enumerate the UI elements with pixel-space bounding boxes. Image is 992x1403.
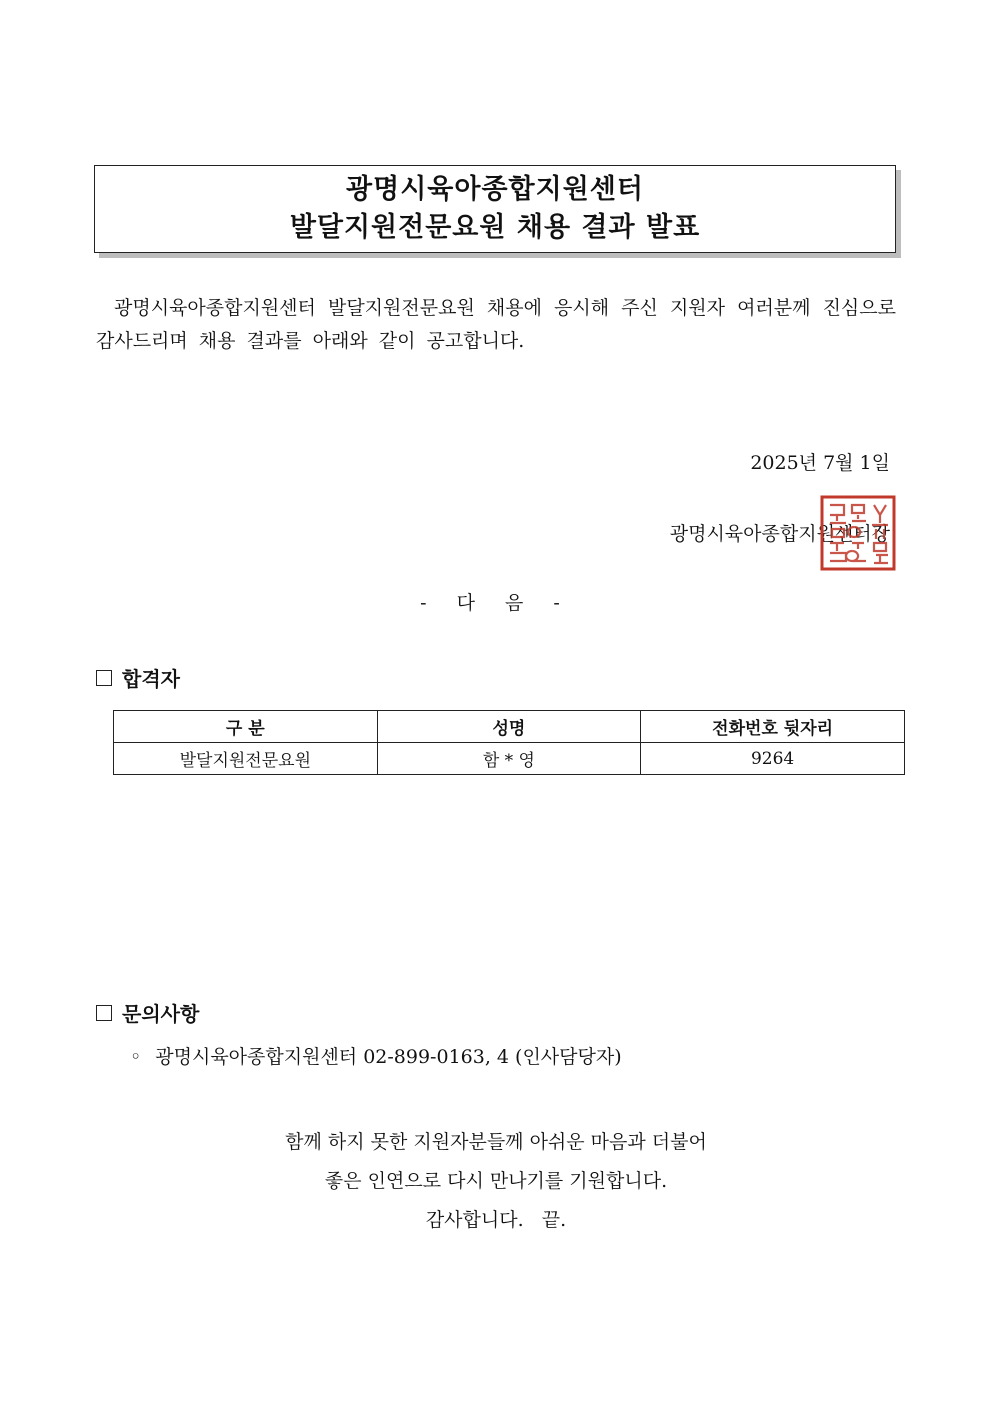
contact-text: 광명시육아종합지원센터 02-899-0163, 4 (인사담당자) — [155, 1046, 622, 1068]
column-header-phone: 전화번호 뒷자리 — [641, 711, 905, 743]
title-box — [94, 165, 896, 253]
title-line-2: 발달지원전문요원 채용 결과 발표 — [289, 212, 701, 243]
section-inquiry-label: 문의사항 — [122, 1002, 200, 1026]
section-passers-label: 합격자 — [122, 667, 180, 691]
closing-line-2: 좋은 인연으로 다시 만나기를 기원합니다. — [324, 1170, 668, 1192]
contact-line — [130, 1042, 622, 1069]
cell-name: 함 * 영 — [377, 743, 641, 775]
separator-heading: - 다 음 - — [420, 592, 572, 614]
issuer-name: 광명시육아종합지원센터장 — [669, 523, 890, 545]
column-header-name: 성명 — [377, 711, 641, 743]
intro-paragraph: 광명시육아종합지원센터 발달지원전문요원 채용에 응시해 주신 지원자 여러분께 진심으로 감사드리며 채용 결과를 아래와 같이 공고합니다. — [96, 297, 896, 352]
closing-line-3: 감사합니다. 끝. — [425, 1209, 567, 1231]
checkbox-square-icon — [96, 670, 112, 686]
announcement-date: 2025년 7월 1일 — [750, 452, 890, 474]
official-seal-icon — [820, 495, 896, 571]
title-line-1: 광명시육아종합지원센터 — [346, 174, 644, 205]
section-passers-heading — [96, 663, 180, 692]
closing-line-1: 함께 하지 못한 지원자분들께 아쉬운 마음과 더불어 — [285, 1131, 707, 1153]
cell-phone: 9264 — [641, 743, 905, 775]
column-header-category: 구 분 — [114, 711, 378, 743]
cell-category: 발달지원전문요원 — [114, 743, 378, 775]
passers-table — [113, 710, 905, 775]
table-header-row — [114, 711, 905, 743]
section-inquiry-heading — [96, 998, 199, 1027]
table-row — [114, 743, 905, 775]
checkbox-square-icon — [96, 1005, 112, 1021]
bullet-icon: ◦ — [130, 1046, 142, 1068]
